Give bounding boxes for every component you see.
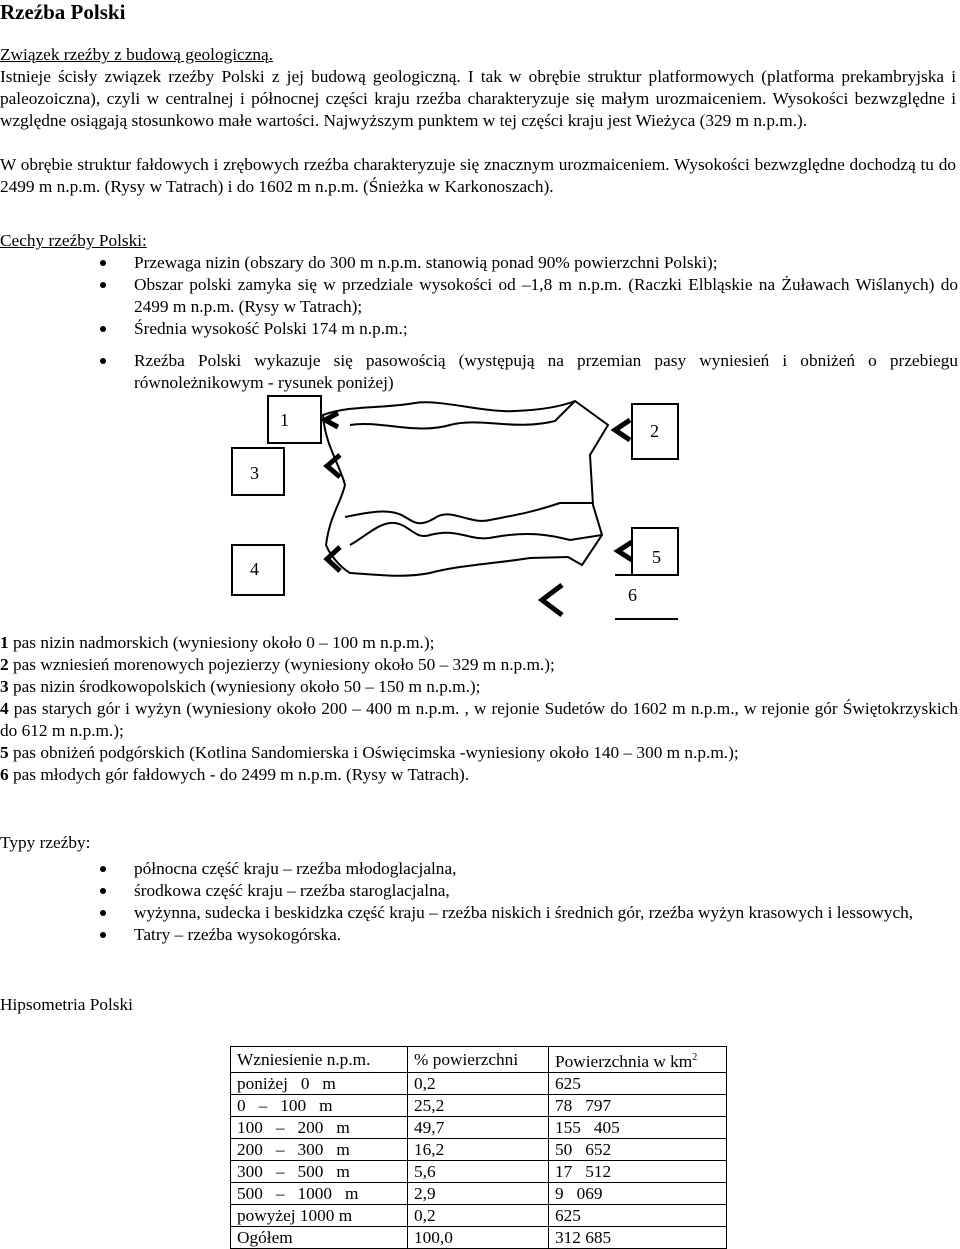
table-row [231, 1204, 727, 1226]
table-cell: 200 – 300 m [231, 1138, 408, 1160]
belt-label-box-1 [268, 396, 321, 443]
bullet-icon [100, 260, 106, 266]
table-row [231, 1072, 727, 1094]
list-item-text: Tatry – rzeźba wysokogórska. [134, 925, 342, 944]
list-item-text: środkowa część kraju – rzeźba staroglacjalna, [134, 881, 450, 900]
table-cell: 625 [549, 1072, 727, 1094]
paragraph-fold-structures: W obrębie struktur fałdowych i zrębowych rzeźba charakteryzuje się znacznym urozmaiceniem. Wysokości bezwzględne dochodzą tu do 2499 m n.p.m. (Rysy w Tatrach) i do 1602 m n.p.m. (Śnieżka w Karkonoszach). [0, 155, 956, 196]
table-row [231, 1138, 727, 1160]
list-item [0, 858, 958, 880]
list-item-text: Przewaga nizin (obszary do 300 m n.p.m. stanowią ponad 90% powierzchni Polski); [134, 253, 718, 272]
table-cell: 100 – 200 m [231, 1116, 408, 1138]
belt-label-4: 4 [250, 559, 259, 579]
belt-boundary-line [345, 503, 592, 523]
bullet-icon [100, 888, 106, 894]
table-cell: 16,2 [408, 1138, 549, 1160]
bullet-icon [100, 282, 106, 288]
table-row [231, 1094, 727, 1116]
table-cell: poniżej 0 m [231, 1072, 408, 1094]
section-heading-features: Cechy rzeźby Polski: [0, 231, 147, 250]
table-header-row [231, 1047, 727, 1073]
belt-label-3: 3 [250, 463, 259, 483]
table-cell: 78 797 [549, 1094, 727, 1116]
page-title: Rzeźba Polski [0, 0, 126, 24]
list-item [0, 880, 958, 902]
arrow-icon [615, 420, 630, 440]
legend-item: 1 pas nizin nadmorskich (wyniesiony około 0 – 100 m n.p.m.); [0, 633, 435, 652]
table-cell: 0 – 100 m [231, 1094, 408, 1116]
table-cell: powyżej 1000 m [231, 1204, 408, 1226]
belt-label-2: 2 [650, 421, 659, 441]
features-list [0, 252, 958, 394]
list-item [0, 924, 958, 946]
table-cell: 155 405 [549, 1116, 727, 1138]
list-item-text: wyżynna, sudecka i beskidzka część kraju – rzeźba niskich i średnich gór, rzeźba wyżyn krasowych i lessowych, [134, 903, 914, 922]
section-heading-types: Typy rzeźby: [0, 833, 91, 852]
bullet-icon [100, 866, 106, 872]
legend-item: 4 pas starych gór i wyżyn (wyniesiony około 200 – 400 m n.p.m. , w rejonie Sudetów do 1602 m n.p.m., w rejonie gór Świętokrzyskich do 612 m n.p.m.); [0, 699, 958, 740]
legend-item: 2 pas wzniesień morenowych pojezierzy (wyniesiony około 50 – 329 m n.p.m.); [0, 655, 555, 674]
table-cell: 312 685 [549, 1226, 727, 1248]
table-cell: 0,2 [408, 1072, 549, 1094]
bullet-icon [100, 932, 106, 938]
poland-outline [323, 401, 608, 576]
paragraph-platform: Istnieje ścisły związek rzeźby Polski z jej budową geologiczną. I tak w obrębie struktur platformowych (platforma prekambryjska i paleozoiczna), czyli w centralnej i północnej części kraju rzeźba charakteryzuje się małym urozmaiceniem. Wysokości bezwzględne i względne osiągają stosunkowo małe wartości. Najwyższym punktem w tej części kraju jest Wieżyca (329 m n.p.m.). [0, 67, 956, 130]
table-cell: Ogółem [231, 1226, 408, 1248]
arrow-icon [542, 585, 562, 615]
table-cell: 9 069 [549, 1182, 727, 1204]
arrow-icon [618, 542, 632, 560]
legend-item: 5 pas obniżeń podgórskich (Kotlina Sandomierska i Oświęcimska -wyniesiony około 140 – 300 m n.p.m.); [0, 743, 739, 762]
table-cell: 2,9 [408, 1182, 549, 1204]
bullet-icon [100, 358, 106, 364]
table-header-cell: Wzniesienie n.p.m. [231, 1047, 408, 1073]
section-heading-geology: Związek rzeźby z budową geologiczną. [0, 45, 274, 64]
belt-boundary-line [350, 401, 575, 429]
table-cell: 625 [549, 1204, 727, 1226]
belt-boundary-line [350, 523, 602, 545]
list-item [0, 252, 958, 274]
table-header-cell: Powierzchnia w $km^2$ [549, 1047, 727, 1073]
table-row [231, 1116, 727, 1138]
table-cell: 25,2 [408, 1094, 549, 1116]
hypsometry-table [230, 1046, 727, 1249]
table-total-row [231, 1226, 727, 1248]
arrow-icon [325, 413, 338, 427]
table-row [231, 1182, 727, 1204]
section-heading-hypsometry: Hipsometria Polski [0, 995, 133, 1014]
table-header-cell: % powierzchni [408, 1047, 549, 1073]
list-item [0, 902, 958, 924]
table-cell: 50 652 [549, 1138, 727, 1160]
list-item-text: Średnia wysokość Polski 174 m n.p.m.; [134, 319, 408, 338]
belt-label-5: 5 [652, 547, 661, 567]
table-row [231, 1160, 727, 1182]
belt-label-6: 6 [628, 585, 637, 605]
table-cell: 5,6 [408, 1160, 549, 1182]
list-item-text: północna część kraju – rzeźba młodoglacjalna, [134, 859, 457, 878]
types-list [0, 858, 958, 946]
table-cell: 0,2 [408, 1204, 549, 1226]
list-item [0, 318, 958, 340]
list-item [0, 274, 958, 318]
belt-label-1: 1 [280, 410, 289, 430]
table-cell: 500 – 1000 m [231, 1182, 408, 1204]
bullet-icon [100, 326, 106, 332]
list-item [0, 350, 958, 394]
list-item-text: Obszar polski zamyka się w przedziale wysokości od –1,8 m n.p.m. (Raczki Elbląskie na Żuławach Wiślanych) do 2499 m n.p.m. (Rysy w Tatrach); [134, 275, 958, 316]
table-cell: 100,0 [408, 1226, 549, 1248]
table-cell: 17 512 [549, 1160, 727, 1182]
table-cell: 300 – 500 m [231, 1160, 408, 1182]
bullet-icon [100, 910, 106, 916]
list-item-text: Rzeźba Polski wykazuje się pasowością (występują na przemian pasy wyniesień i obniżeń o przebiegu równoleżnikowym - rysunek poniżej) [134, 351, 958, 392]
legend-item: 3 pas nizin środkowopolskich (wyniesiony około 50 – 150 m n.p.m.); [0, 677, 481, 696]
table-cell: 49,7 [408, 1116, 549, 1138]
legend-item: 6 pas młodych gór fałdowych - do 2499 m n.p.m. (Rysy w Tatrach). [0, 765, 470, 784]
belts-diagram [230, 395, 680, 630]
